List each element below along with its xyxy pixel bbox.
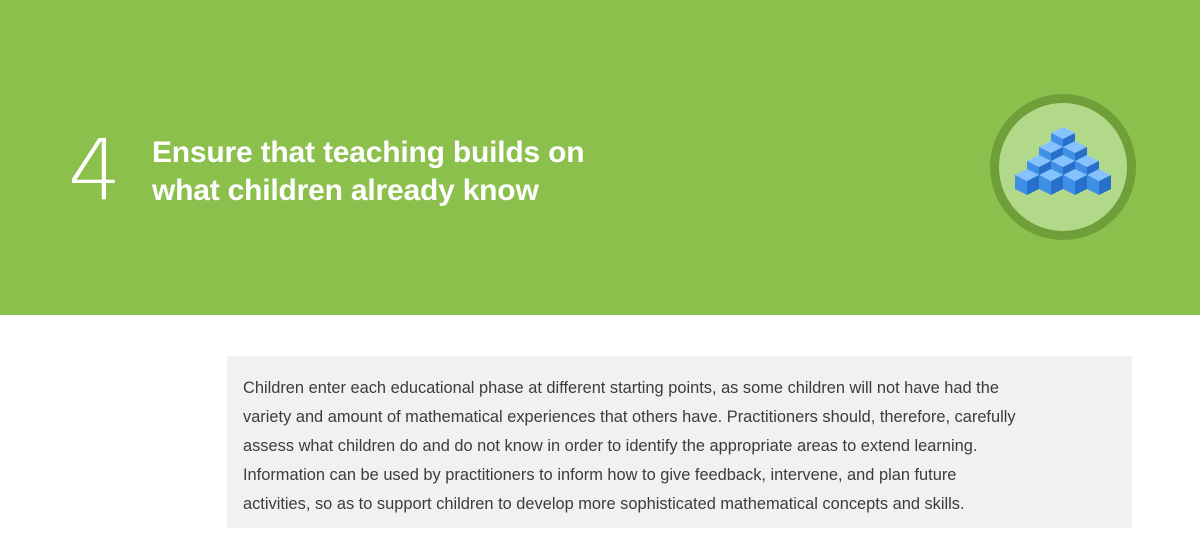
description-line-4: Information can be used by practitioners to inform how to give feedback, intervene, and plan future: [243, 466, 957, 484]
icon-badge: [990, 94, 1136, 240]
description-line-2: variety and amount of mathematical experiences that others have. Practitioners should, therefore, carefully: [243, 408, 1016, 426]
stacked-blocks-icon: [990, 94, 1136, 240]
recommendation-title: [152, 134, 712, 210]
recommendation-description-box: [227, 356, 1132, 528]
description-line-1: Children enter each educational phase at different starting points, as some children will not have had the: [243, 379, 999, 397]
description-line-5: activities, so as to support children to develop more sophisticated mathematical concepts and skills.: [243, 495, 965, 513]
recommendation-description: [243, 374, 1118, 519]
recommendation-number: 4: [68, 121, 122, 219]
recommendation-title-line-1: Ensure that teaching builds on: [152, 136, 585, 169]
description-line-3: assess what children do and do not know in order to identify the appropriate areas to extend learning.: [243, 437, 978, 455]
recommendation-title-line-2: what children already know: [152, 174, 539, 207]
